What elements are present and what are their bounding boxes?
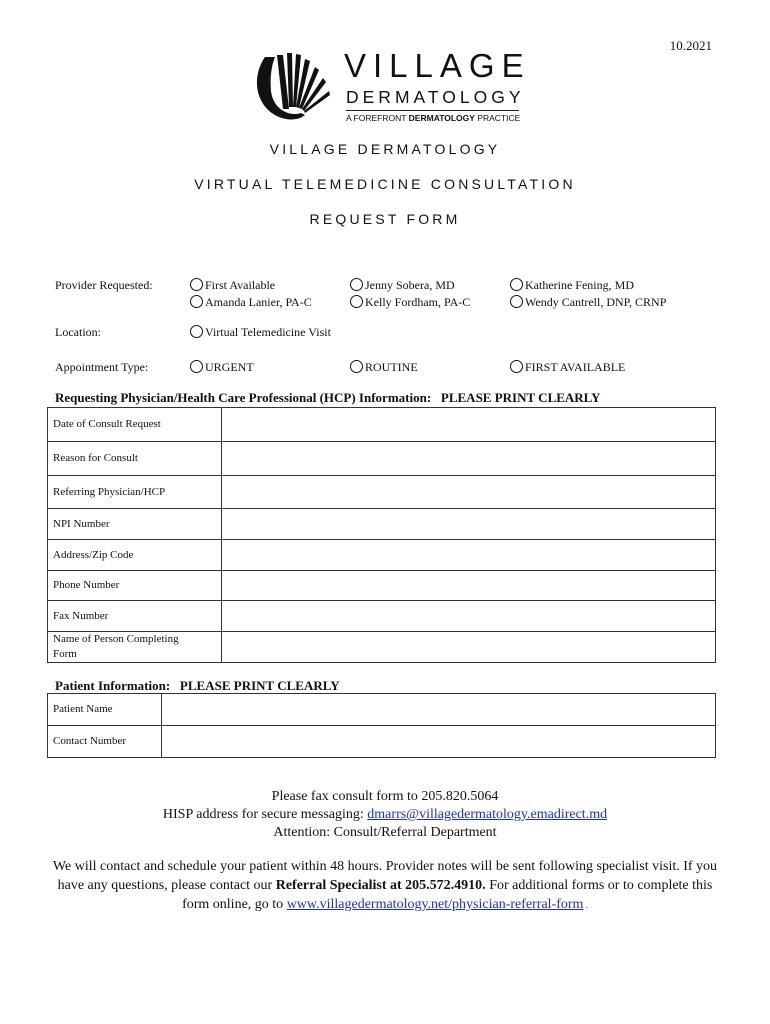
provider-option[interactable] — [510, 278, 634, 291]
table-row — [48, 509, 716, 540]
contact-number-field[interactable] — [162, 726, 716, 758]
provider-option[interactable] — [350, 295, 470, 308]
table-row — [48, 726, 716, 758]
hisp-address-line — [0, 806, 770, 824]
logo-tagline-bold: DERMATOLOGY — [408, 113, 475, 123]
provider-option-label: Kelly Fordham, PA-C — [365, 294, 471, 309]
date-of-consult-field[interactable] — [222, 408, 716, 442]
patient-info-table — [47, 693, 716, 758]
form-version: 10.2021 — [669, 38, 712, 53]
field-label: Patient Name — [48, 694, 162, 726]
provider-option-label: Wendy Cantrell, DNP, CRNP — [525, 294, 667, 309]
logo-tagline-prefix: A FOREFRONT — [346, 113, 407, 123]
contact-paragraph — [52, 857, 718, 915]
logo-village-text: VILLAGE — [344, 47, 531, 84]
radio-button[interactable] — [190, 295, 203, 308]
phone-number-field[interactable] — [222, 571, 716, 601]
npi-number-field[interactable] — [222, 509, 716, 540]
provider-option-label: Katherine Fening, MD — [525, 277, 634, 292]
hisp-label: HISP address for secure messaging: — [162, 807, 368, 822]
location-option[interactable] — [190, 325, 331, 338]
table-row — [48, 632, 716, 663]
field-label: Reason for Consult — [48, 442, 222, 476]
table-row — [48, 694, 716, 726]
provider-option[interactable] — [350, 278, 455, 291]
logo-tagline-suffix: PRACTICE — [477, 113, 521, 123]
field-label: Contact Number — [48, 726, 162, 758]
table-row — [48, 571, 716, 601]
village-logo-icon — [249, 51, 333, 121]
appointment-option[interactable] — [350, 360, 418, 373]
logo-dermatology-text: DERMATOLOGY — [346, 87, 525, 107]
header-request-form: REQUEST FORM — [309, 211, 461, 227]
patient-section-title: Patient Information: PLEASE PRINT CLEARLY — [55, 678, 340, 693]
provider-option[interactable] — [190, 295, 312, 308]
provider-option-label: Jenny Sobera, MD — [365, 277, 455, 292]
fax-number-field[interactable] — [222, 601, 716, 632]
hcp-section-title: Requesting Physician/Health Care Professional (HCP) Information: PLEASE PRINT CLEARLY — [55, 390, 601, 405]
paragraph-end: . — [583, 900, 588, 910]
radio-button[interactable] — [190, 278, 203, 291]
provider-option[interactable] — [190, 278, 275, 291]
paragraph-text: We will contact and schedule your patient within 48 hours. Provider notes will be sent following specialist visit. If you have any questions, please contact our — [52, 859, 718, 893]
table-row — [48, 540, 716, 571]
paragraph-text: For additional forms or to complete this form online, go to — [182, 878, 713, 912]
patient-name-field[interactable] — [162, 694, 716, 726]
referral-form-link[interactable]: www.villagedermatology.net/physician-referral-form — [286, 897, 584, 912]
header-consultation: VIRTUAL TELEMEDICINE CONSULTATION — [194, 176, 576, 192]
appointment-option-label: URGENT — [205, 359, 254, 374]
field-label: NPI Number — [48, 509, 222, 540]
location-option-label: Virtual Telemedicine Visit — [205, 324, 331, 339]
hisp-email-link[interactable]: dmarrs@villagedermatology.emadirect.md — [367, 807, 608, 822]
referring-physician-field[interactable] — [222, 476, 716, 509]
table-row — [48, 442, 716, 476]
person-completing-field[interactable] — [222, 632, 716, 663]
fax-instructions: Please fax consult form to 205.820.5064 — [271, 789, 499, 804]
field-label: Name of Person Completing Form — [48, 632, 222, 663]
field-label: Fax Number — [48, 601, 222, 632]
logo-tagline — [346, 114, 520, 123]
radio-button[interactable] — [190, 325, 203, 338]
reason-for-consult-field[interactable] — [222, 442, 716, 476]
table-row — [48, 476, 716, 509]
address-zip-field[interactable] — [222, 540, 716, 571]
radio-button[interactable] — [350, 278, 363, 291]
field-label: Phone Number — [48, 571, 222, 601]
radio-button[interactable] — [350, 295, 363, 308]
table-row — [48, 601, 716, 632]
provider-option[interactable] — [510, 295, 666, 308]
provider-option-label: Amanda Lanier, PA-C — [205, 294, 312, 309]
provider-option-label: First Available — [205, 277, 276, 292]
appointment-option-label: FIRST AVAILABLE — [525, 359, 626, 374]
location-label: Location: — [55, 325, 101, 339]
referral-specialist-text: Referral Specialist at 205.572.4910. — [275, 878, 486, 893]
field-label: Date of Consult Request — [48, 408, 222, 442]
radio-button[interactable] — [510, 295, 523, 308]
hcp-info-table — [47, 407, 716, 663]
radio-button[interactable] — [510, 278, 523, 291]
field-label: Referring Physician/HCP — [48, 476, 222, 509]
provider-label: Provider Requested: — [55, 278, 153, 292]
radio-button[interactable] — [510, 360, 523, 373]
appointment-option[interactable] — [510, 360, 625, 373]
field-label: Address/Zip Code — [48, 540, 222, 571]
appointment-option[interactable] — [190, 360, 254, 373]
table-row — [48, 408, 716, 442]
radio-button[interactable] — [350, 360, 363, 373]
appointment-type-label: Appointment Type: — [55, 360, 149, 374]
attention-line: Attention: Consult/Referral Department — [273, 825, 497, 840]
header-practice: VILLAGE DERMATOLOGY — [269, 141, 501, 157]
logo-divider — [346, 110, 519, 111]
radio-button[interactable] — [190, 360, 203, 373]
appointment-option-label: ROUTINE — [365, 359, 418, 374]
